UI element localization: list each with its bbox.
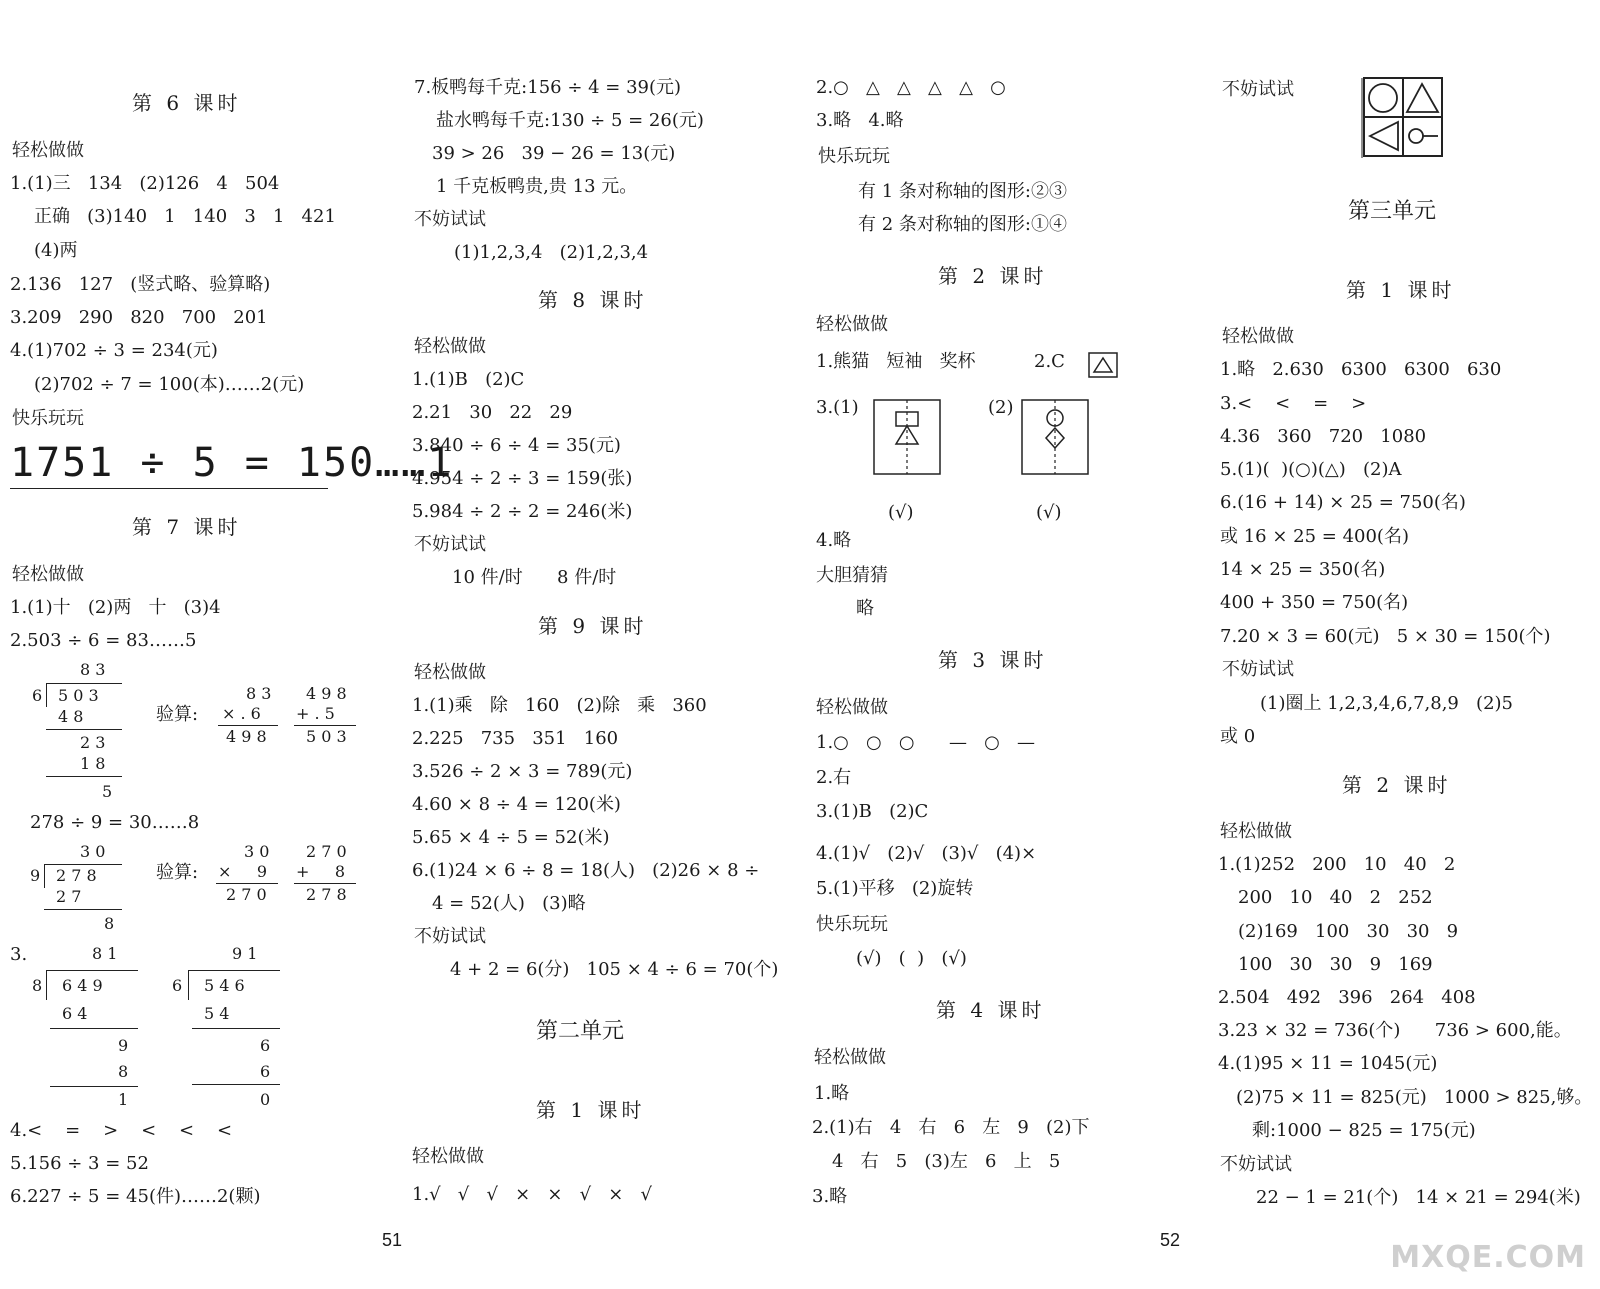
- lesson-heading: 第 2 课时: [1342, 773, 1452, 797]
- section-label: 轻松做做: [1220, 821, 1292, 842]
- section-label: 不妨试试: [414, 534, 486, 555]
- section-label: 轻松做做: [12, 564, 84, 585]
- answer-line: 278 ÷ 9 = 30……8: [30, 812, 200, 833]
- answer-line: 3.23 × 32 = 736(个) 736 > 600,能。: [1218, 1020, 1572, 1041]
- check-operand: + . 5: [296, 704, 335, 723]
- answer-line: 剩:1000 − 825 = 175(元): [1252, 1120, 1476, 1141]
- answer-line: 3.(1)B (2)C: [816, 801, 929, 822]
- lesson-heading: 第 8 课时: [538, 288, 648, 312]
- answer-line: 有 2 条对称轴的图形:①④: [858, 214, 1067, 235]
- answer-line: 3.526 ÷ 2 × 3 = 789(元): [412, 761, 633, 782]
- section-label: 轻松做做: [816, 697, 888, 718]
- quotient: 9 1: [232, 944, 258, 963]
- page-number: 51: [382, 1230, 403, 1250]
- answer-line: 1.○ ○ ○ — ○ —: [816, 732, 1035, 753]
- dividend: 2 7 8: [56, 866, 97, 885]
- divisor: 6: [32, 686, 43, 705]
- section-label: 不妨试试: [1220, 1154, 1292, 1175]
- section-label: 轻松做做: [814, 1047, 886, 1068]
- answer-line: 400 + 350 = 750(名): [1220, 592, 1409, 613]
- subtract: 6: [260, 1062, 271, 1081]
- divisor: 8: [32, 976, 43, 995]
- answer-line: 10 件/时 8 件/时: [452, 567, 617, 588]
- page-number: 52: [1160, 1230, 1181, 1250]
- answer-line: 3.略: [812, 1186, 848, 1207]
- check-label: 验算:: [156, 704, 199, 725]
- answer-line: 4.36 360 720 1080: [1220, 426, 1427, 447]
- remainder: 1: [118, 1090, 129, 1109]
- answer-line: 6.(16 + 14) × 25 = 750(名): [1220, 492, 1466, 513]
- answer-line: (1)圈上 1,2,3,4,6,7,8,9 (2)5: [1260, 693, 1514, 714]
- section-label: 轻松做做: [1222, 326, 1294, 347]
- answer-line: 4 右 5 (3)左 6 上 5: [832, 1151, 1061, 1172]
- answer-line: 4.60 × 8 ÷ 4 = 120(米): [412, 794, 621, 815]
- section-label: 快乐玩玩: [818, 146, 890, 167]
- answer-line: 有 1 条对称轴的图形:②③: [858, 181, 1067, 202]
- answer-line: 2.(1)右 4 右 6 左 9 (2)下: [812, 1117, 1090, 1138]
- check-operand: 8 3: [246, 684, 272, 703]
- answer-line: (√): [1036, 502, 1062, 523]
- answer-line: 5.156 ÷ 3 = 52: [10, 1153, 149, 1174]
- answer-line: 或 0: [1220, 726, 1256, 747]
- column-4: [1200, 0, 1600, 1289]
- section-label: 轻松做做: [414, 662, 486, 683]
- answer-line: 1.(1)252 200 10 40 2: [1218, 854, 1456, 875]
- remainder: 6: [260, 1036, 271, 1055]
- section-label: 轻松做做: [412, 1146, 484, 1167]
- section-label: 快乐玩玩: [816, 914, 888, 935]
- answer-line: 2.右: [816, 767, 852, 788]
- answer-line: 1.略: [814, 1083, 850, 1104]
- dividend: 5 0 3: [58, 686, 99, 705]
- answer-line: 1.略 2.630 6300 6300 630: [1220, 359, 1502, 380]
- quotient: 3 0: [80, 842, 106, 861]
- remainder: 9: [118, 1036, 129, 1055]
- answer-line: 3.: [10, 944, 28, 965]
- answer-line: (1)1,2,3,4 (2)1,2,3,4: [454, 242, 649, 263]
- check-label: 验算:: [156, 862, 199, 883]
- answer-line: 4.(1)702 ÷ 3 = 234(元): [10, 340, 218, 361]
- remainder: 8: [104, 914, 115, 933]
- divisor: 6: [172, 976, 183, 995]
- remainder: 5: [102, 782, 113, 801]
- column-2: [382, 0, 800, 1289]
- answer-line: 4.略: [816, 530, 852, 551]
- watermark: MXQE.COM: [1390, 1240, 1586, 1275]
- answer-line: 4.954 ÷ 2 ÷ 3 = 159(张): [412, 468, 633, 489]
- section-label: 不妨试试: [414, 926, 486, 947]
- answer-line: 1.(1)B (2)C: [412, 369, 525, 390]
- lesson-heading: 第 3 课时: [938, 648, 1048, 672]
- answer-line: 6.(1)24 × 6 ÷ 8 = 18(人) (2)26 × 8 ÷: [412, 860, 760, 881]
- dividend: 6 4 9: [62, 976, 103, 995]
- section-label: 轻松做做: [12, 140, 84, 161]
- answer-line: 3.< < = >: [1220, 393, 1367, 414]
- answer-line: 100 30 30 9 169: [1238, 954, 1433, 975]
- triangle-box-icon: [1088, 352, 1118, 378]
- unit-heading: 第二单元: [536, 1019, 625, 1044]
- answer-line: (2)75 × 11 = 825(元) 1000 > 825,够。: [1236, 1087, 1593, 1108]
- answer-line: 200 10 40 2 252: [1238, 887, 1433, 908]
- shapes-grid-icon: [1360, 74, 1446, 160]
- answer-line: 1 千克板鸭贵,贵 13 元。: [436, 176, 638, 197]
- answer-line: 3.840 ÷ 6 ÷ 4 = 35(元): [412, 435, 621, 456]
- answer-line: 2.21 30 22 29: [412, 402, 573, 423]
- answer-line: 4 + 2 = 6(分) 105 × 4 ÷ 6 = 70(个): [450, 959, 779, 980]
- section-label: 不妨试试: [1222, 659, 1294, 680]
- answer-line: 3.209 290 820 700 201: [10, 307, 268, 328]
- answer-line: 2.○ △ △ △ △ ○: [816, 77, 1006, 98]
- answer-line: 5.65 × 4 ÷ 5 = 52(米): [412, 827, 610, 848]
- dividend: 5 4 6: [204, 976, 245, 995]
- answer-line: (√): [888, 502, 914, 523]
- section-label: 轻松做做: [816, 314, 888, 335]
- answer-line: 4.(1)95 × 11 = 1045(元): [1218, 1053, 1438, 1074]
- check-operand: × 9: [218, 862, 268, 881]
- answer-line: 4.< = > < < <: [10, 1120, 233, 1141]
- quotient: 8 3: [80, 660, 106, 679]
- answer-line: 39 > 26 39 − 26 = 13(元): [432, 143, 676, 164]
- subtract: 2 7: [56, 887, 82, 906]
- subtract: 5 4: [204, 1004, 230, 1023]
- answer-line: 1.(1)三 134 (2)126 4 504: [10, 173, 280, 194]
- subtract: 6 4: [62, 1004, 88, 1023]
- answer-line: 1.√ √ √ × × √ × √: [412, 1184, 652, 1205]
- answer-line: 3.略 4.略: [816, 110, 904, 131]
- answer-line: 5.984 ÷ 2 ÷ 2 = 246(米): [412, 501, 633, 522]
- check-result: 4 9 8: [226, 727, 267, 746]
- check-result: 2 7 0: [226, 885, 267, 904]
- folded-paper-circle-diamond-icon: [1020, 398, 1092, 478]
- column-3: [800, 0, 1200, 1289]
- answer-line: 4 = 52(人) (3)略: [432, 893, 586, 914]
- answer-line: (2): [988, 397, 1014, 418]
- big-equation: 1751 ÷ 5 = 150……1: [10, 440, 454, 486]
- section-label: 不妨试试: [1222, 79, 1294, 100]
- answer-line: 1.熊猫 短袖 奖杯: [816, 351, 976, 372]
- unit-heading: 第三单元: [1348, 199, 1437, 224]
- answer-line: (2)702 ÷ 7 = 100(本)……2(元): [34, 374, 305, 395]
- check-operand: 2 7 0: [306, 842, 347, 861]
- lesson-heading: 第 2 课时: [938, 264, 1048, 288]
- answer-line: 2.503 ÷ 6 = 83……5: [10, 630, 197, 651]
- answer-line: 14 × 25 = 350(名): [1220, 559, 1386, 580]
- answer-line: 2.225 735 351 160: [412, 728, 619, 749]
- answer-line: 3.(1): [816, 397, 859, 418]
- answer-line: 或 16 × 25 = 400(名): [1220, 526, 1409, 547]
- answer-line: 22 − 1 = 21(个) 14 × 21 = 294(米): [1256, 1187, 1581, 1208]
- answer-line: 7.20 × 3 = 60(元) 5 × 30 = 150(个): [1220, 626, 1551, 647]
- answer-line: 5.(1)平移 (2)旋转: [816, 878, 974, 899]
- check-result: 5 0 3: [306, 727, 347, 746]
- folded-paper-triangle-icon: [872, 398, 944, 478]
- divisor: 9: [30, 866, 41, 885]
- answer-line: 2.504 492 396 264 408: [1218, 987, 1476, 1008]
- lesson-heading: 第 1 课时: [536, 1098, 646, 1122]
- section-label: 快乐玩玩: [12, 408, 84, 429]
- answer-line: 2.C: [1034, 351, 1065, 372]
- answer-line: 1.(1)十 (2)两 十 (3)4: [10, 597, 221, 618]
- subtract: 1 8: [80, 754, 106, 773]
- check-operand: × . 6: [222, 704, 261, 723]
- answer-line: (4)两: [34, 240, 78, 261]
- remainder: 0: [260, 1090, 271, 1109]
- remainder: 2 3: [80, 733, 106, 752]
- check-result: 2 7 8: [306, 885, 347, 904]
- section-label: 不妨试试: [414, 209, 486, 230]
- section-label: 轻松做做: [414, 336, 486, 357]
- answer-line: 2.136 127 (竖式略、验算略): [10, 274, 271, 295]
- answer-line: (2)169 100 30 30 9: [1238, 921, 1459, 942]
- answer-line: 5.(1)( )(○)(△) (2)A: [1220, 459, 1402, 480]
- answer-line: 6.227 ÷ 5 = 45(件)……2(颗): [10, 1186, 261, 1207]
- section-label: 大胆猜猜: [816, 565, 888, 586]
- lesson-heading: 第 9 课时: [538, 614, 648, 638]
- answer-line: 4.(1)√ (2)√ (3)√ (4)×: [816, 843, 1037, 864]
- answer-line: 7.板鸭每千克:156 ÷ 4 = 39(元): [414, 77, 682, 98]
- answer-line: 略: [856, 598, 874, 619]
- lesson-heading: 第 4 课时: [936, 998, 1046, 1022]
- check-operand: 3 0: [244, 842, 270, 861]
- lesson-heading: 第 1 课时: [1346, 278, 1456, 302]
- answer-line: 盐水鸭每千克:130 ÷ 5 = 26(元): [436, 110, 704, 131]
- subtract: 8: [118, 1062, 129, 1081]
- answer-line: (√) ( ) (√): [856, 948, 967, 969]
- subtract: 4 8: [58, 707, 84, 726]
- check-operand: + 8: [296, 862, 346, 881]
- quotient: 8 1: [92, 944, 118, 963]
- lesson-heading: 第 6 课时: [132, 91, 242, 115]
- answer-line: 正确 (3)140 1 140 3 1 421: [34, 206, 336, 227]
- check-operand: 4 9 8: [306, 684, 347, 703]
- lesson-heading: 第 7 课时: [132, 515, 242, 539]
- answer-line: 1.(1)乘 除 160 (2)除 乘 360: [412, 695, 707, 716]
